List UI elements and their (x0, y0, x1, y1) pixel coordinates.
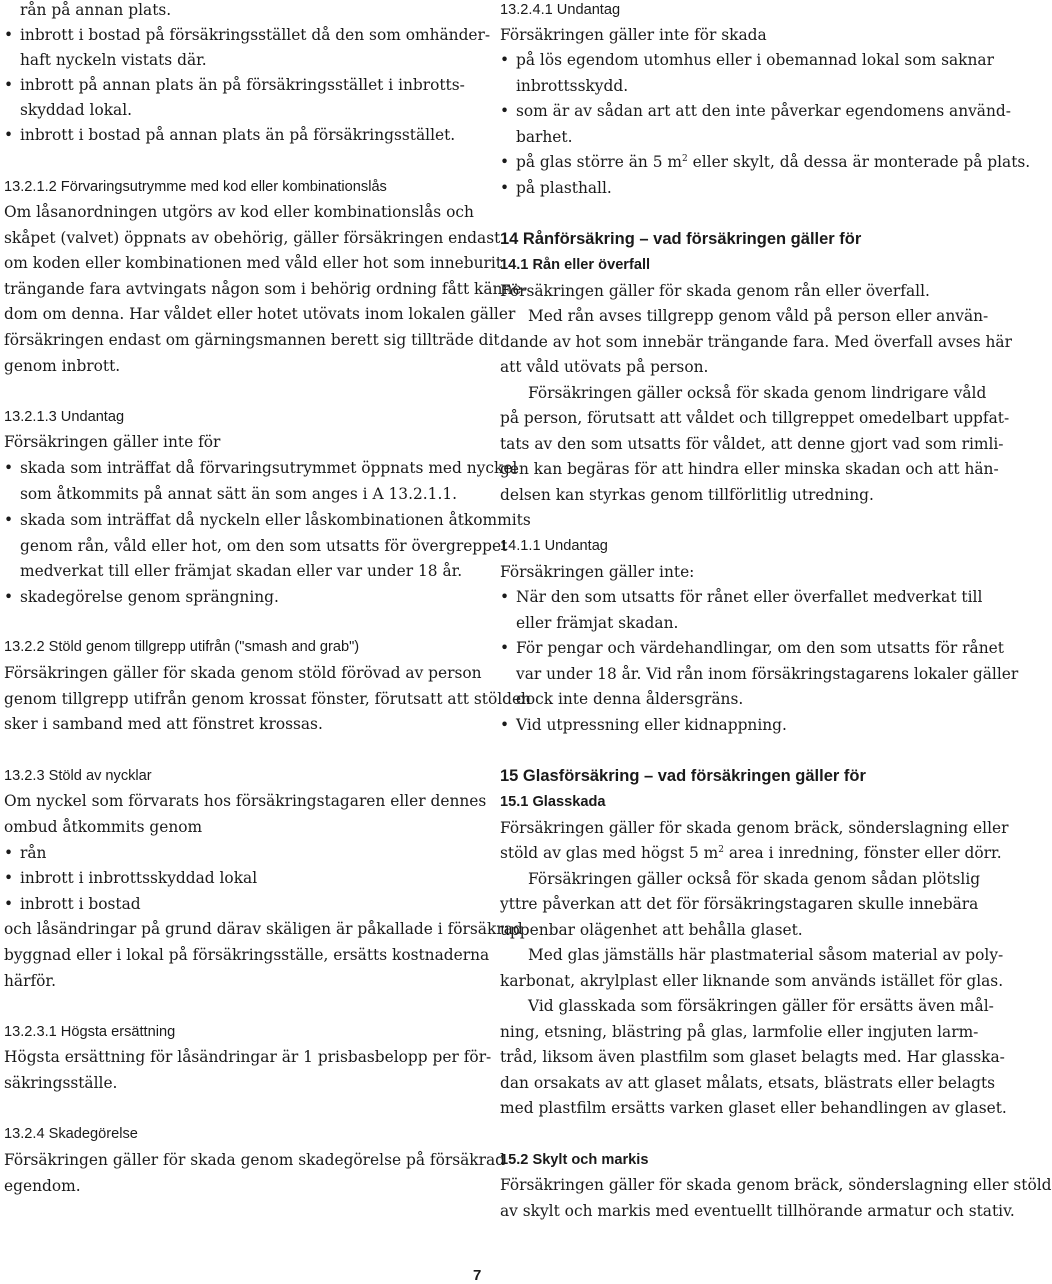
body-text: genom tillgrepp utifrån genom krossat fönster, förutsatt att stölden (4, 690, 532, 708)
body-text: byggnad eller i lokal på försäkringsställe, ersätts kostnaderna (4, 946, 490, 964)
body-text: karbonat, akrylplast eller liknande som används istället för glas. (500, 972, 1004, 990)
body-text: att våld utövats på person. (500, 358, 709, 376)
bullet-icon: • (4, 895, 14, 913)
body-text: på person, förutsatt att våldet och tillgreppet omedelbart uppfat- (500, 409, 1010, 427)
body-text: yttre påverkan att det för försäkringstagaren skulle innebära (500, 895, 979, 913)
section-heading: 14.1.1 Undantag (500, 538, 608, 554)
body-text: skåpet (valvet) öppnats av obehörig, gäller försäkringen endast (4, 229, 501, 247)
body-text: Med glas jämställs här plastmaterial såsom material av poly- (528, 946, 1004, 964)
body-text: Högsta ersättning för låsändringar är 1 prisbasbelopp per för- (4, 1048, 492, 1066)
section-heading: 13.2.1.2 Förvaringsutrymme med kod eller kombinationslås (4, 179, 387, 195)
body-text: härför. (4, 972, 56, 990)
bullet-icon: • (4, 511, 14, 529)
section-heading: 13.2.3 Stöld av nycklar (4, 768, 152, 784)
body-text: Med rån avses tillgrepp genom våld på person eller använ- (528, 307, 989, 325)
list-item: haft nyckeln vistats där. (20, 51, 207, 69)
page-number: 7 (473, 1267, 482, 1284)
body-text: säkringsställe. (4, 1074, 118, 1092)
bullet-icon: • (4, 459, 14, 477)
list-item-text: inbrott i bostad (20, 895, 141, 913)
list-item-text: som är av sådan art att den inte påverkar egendomens använd- (516, 102, 1011, 120)
section-heading: 13.2.1.3 Undantag (4, 409, 125, 425)
body-text: egendom. (4, 1177, 81, 1195)
body-text: Försäkringen gäller också för skada genom sådan plötslig (528, 870, 981, 888)
body-text: ning, etsning, blästring på glas, larmfolie eller ingjuten larm- (500, 1023, 979, 1041)
body-text: ombud åtkommits genom (4, 818, 203, 836)
list-item-text: inbrott i bostad på annan plats än på försäkringsstället. (20, 126, 456, 144)
body-text: Försäkringen gäller också för skada genom lindrigare våld (528, 384, 987, 402)
body-text: Försäkringen gäller för skada genom bräck, sönderslagning eller (500, 819, 1009, 837)
body-text: Försäkringen gäller för skada genom stöld förövad av person (4, 664, 482, 682)
bullet-icon: • (4, 869, 14, 887)
body-text: tråd, liksom även plastfilm som glaset belagts med. Har glasska- (500, 1048, 1005, 1066)
list-item-text (516, 152, 1030, 172)
body-text: dan orsakats av att glaset målats, etsats, blästrats eller belagts (500, 1074, 996, 1092)
body-text: Försäkringen gäller inte: (500, 563, 695, 581)
superscript: 2 (681, 154, 688, 164)
list-item-text: skadegörelse genom sprängning. (20, 588, 279, 606)
bullet-icon: • (4, 588, 14, 606)
body-text: om koden eller kombinationen med våld eller hot som inneburit (4, 254, 502, 272)
list-item-text: För pengar och värdehandlingar, om den som utsatts för rånet (516, 639, 1004, 657)
body-text: Försäkringen gäller inte för skada (500, 26, 767, 44)
list-item: medverkat till eller främjat skadan eller var under 18 år. (20, 562, 463, 580)
chapter-heading: 15 Glasförsäkring – vad försäkringen gäller för (500, 767, 866, 785)
list-item: dock inte denna åldersgräns. (516, 690, 744, 708)
body-text: uppenbar olägenhet att behålla glaset. (500, 921, 803, 939)
body-text: genom inbrott. (4, 357, 121, 375)
body-text: Försäkringen gäller för skada genom skadegörelse på försäkrad (4, 1151, 505, 1169)
superscript: 2 (718, 845, 724, 855)
text-run: på glas större än 5 m (516, 153, 682, 171)
body-text: Försäkringen gäller för skada genom bräck, sönderslagning eller stöld (500, 1176, 1052, 1194)
body-text: Vid glasskada som försäkringen gäller för ersätts även mål- (528, 997, 994, 1015)
list-item-text: skada som inträffat då nyckeln eller låskombinationen åtkommits (20, 511, 531, 529)
section-heading: 13.2.3.1 Högsta ersättning (4, 1024, 176, 1040)
body-text: Försäkringen gäller inte för (4, 433, 221, 451)
chapter-heading: 14 Rånförsäkring – vad försäkringen gäller för (500, 230, 862, 248)
bullet-icon: • (500, 153, 510, 171)
bullet-icon: • (500, 179, 510, 197)
bullet-icon: • (500, 51, 510, 69)
list-item-text: inbrott på annan plats än på försäkringsstället i inbrotts- (20, 76, 465, 94)
subsection-heading: 15.2 Skylt och markis (500, 1152, 649, 1168)
list-item-text: När den som utsatts för rånet eller överfallet medverkat till (516, 588, 983, 606)
bullet-icon: • (4, 844, 14, 862)
section-heading: 13.2.4.1 Undantag (500, 2, 621, 18)
bullet-icon: • (4, 126, 14, 144)
list-item-text: på plasthall. (516, 179, 612, 197)
list-item: som åtkommits på annat sätt än som anges i A 13.2.1.1. (20, 485, 458, 503)
body-text (500, 843, 1002, 863)
body-text: och låsändringar på grund därav skäligen är påkallade i försäkrad (4, 920, 523, 938)
subsection-heading: 14.1 Rån eller överfall (500, 257, 651, 273)
body-text: dande av hot som innebär trängande fara. Med överfall avses här (500, 333, 1012, 351)
list-item: var under 18 år. Vid rån inom försäkringstagarens lokaler gäller (516, 665, 1019, 683)
body-text: av skylt och markis med eventuellt tillhörande armatur och stativ. (500, 1202, 1015, 1220)
text-run: stöld av glas med högst 5 m (500, 844, 719, 862)
body-text: Om nyckel som förvarats hos försäkringstagaren eller dennes (4, 792, 487, 810)
list-item: barhet. (516, 128, 573, 146)
list-item-text: inbrott i bostad på försäkringsstället då den som omhänder- (20, 26, 491, 44)
body-text: dom om denna. Har våldet eller hotet utövats inom lokalen gäller (4, 305, 516, 323)
bullet-icon: • (4, 76, 14, 94)
body-text: tats av den som utsatts för våldet, att denne gjort vad som rimli- (500, 435, 1004, 453)
body-text: med plastfilm ersätts varken glaset eller behandlingen av glaset. (500, 1099, 1007, 1117)
list-item-text: på lös egendom utomhus eller i obemannad lokal som saknar (516, 51, 994, 69)
list-item: eller främjat skadan. (516, 614, 679, 632)
bullet-icon: • (500, 588, 510, 606)
body-text: Försäkringen gäller för skada genom rån eller överfall. (500, 282, 930, 300)
bullet-icon: • (500, 102, 510, 120)
list-item: skyddad lokal. (20, 101, 133, 119)
list-item: rån på annan plats. (20, 1, 172, 19)
text-run: area i inredning, fönster eller dörr. (723, 844, 1002, 862)
list-item: inbrottsskydd. (516, 77, 629, 95)
body-text: gen kan begäras för att hindra eller minska skadan och att hän- (500, 460, 999, 478)
body-text: försäkringen endast om gärningsmannen berett sig tillträde dit (4, 331, 500, 349)
bullet-icon: • (500, 639, 510, 657)
list-item-text: rån (20, 844, 47, 862)
body-text: Om låsanordningen utgörs av kod eller kombinationslås och (4, 203, 474, 221)
body-text: delsen kan styrkas genom tillförlitlig utredning. (500, 486, 874, 504)
list-item-text: skada som inträffat då förvaringsutrymmet öppnats med nyckel (20, 459, 518, 477)
list-item: genom rån, våld eller hot, om den som utsatts för övergreppet (20, 537, 508, 555)
text-run: eller skylt, då dessa är monterade på plats. (687, 153, 1031, 171)
section-heading: 13.2.4 Skadegörelse (4, 1126, 138, 1142)
body-text: trängande fara avtvingats någon som i behörig ordning fått känne- (4, 280, 527, 298)
bullet-icon: • (500, 716, 510, 734)
list-item-text: inbrott i inbrottsskyddad lokal (20, 869, 258, 887)
body-text: sker i samband med att fönstret krossas. (4, 715, 323, 733)
list-item-text: Vid utpressning eller kidnappning. (516, 716, 787, 734)
section-heading: 13.2.2 Stöld genom tillgrepp utifrån ("smash and grab") (4, 639, 360, 655)
subsection-heading: 15.1 Glasskada (500, 794, 606, 810)
bullet-icon: • (4, 26, 14, 44)
